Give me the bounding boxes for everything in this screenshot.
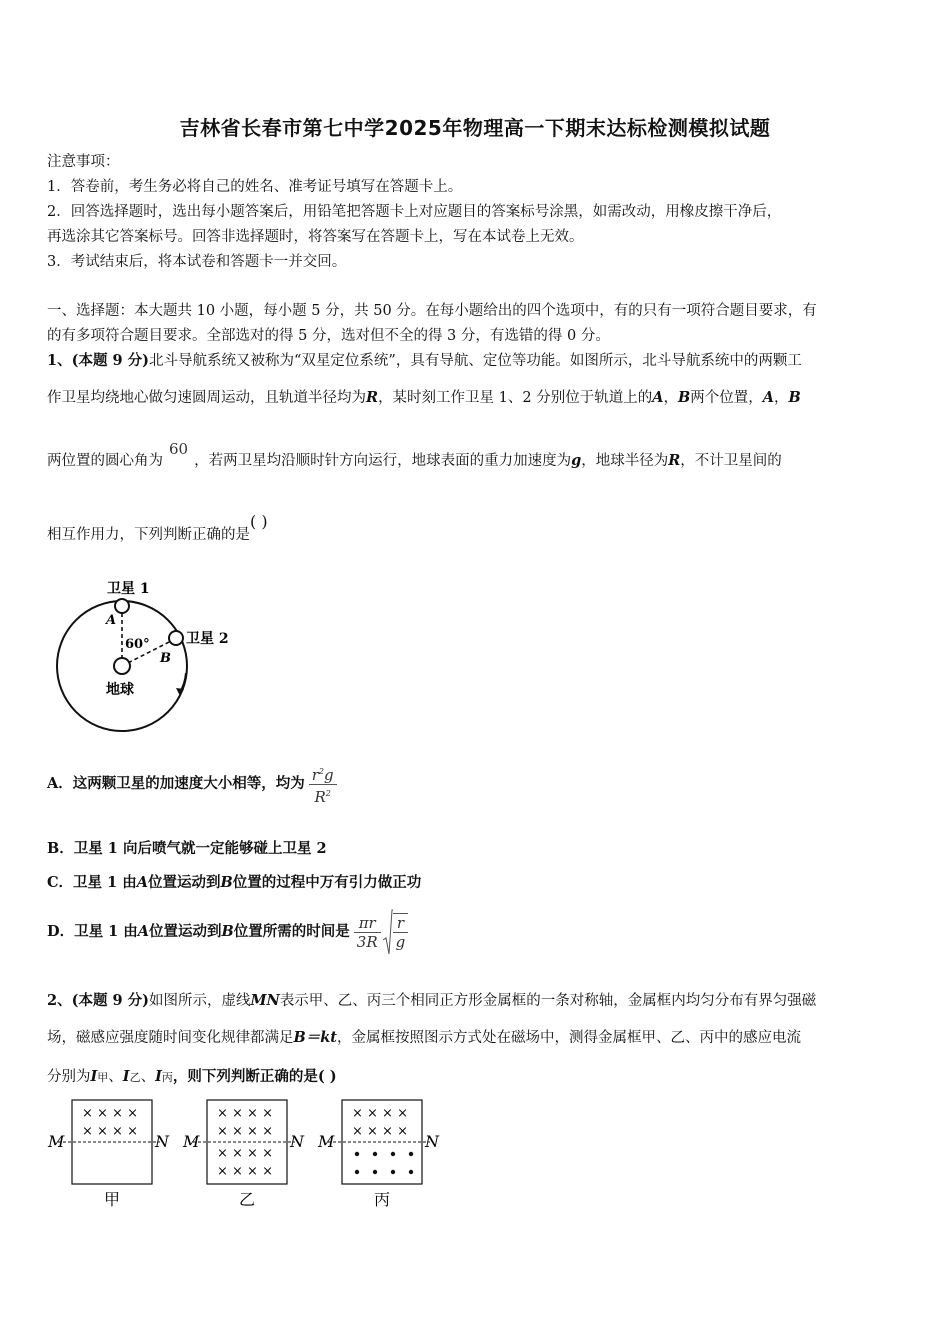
- frame-yi: [182, 1100, 305, 1209]
- q1-text3a: 两位置的圆心角为: [47, 453, 163, 469]
- satellite-2: [169, 631, 183, 645]
- satellite-orbit-figure: [52, 576, 252, 736]
- point-b-label: B: [160, 651, 171, 666]
- q1-text3c: ，地球半径为: [581, 453, 669, 469]
- frame-bing-label: 丙: [374, 1190, 391, 1209]
- svg-text:× × × ×: × × × ×: [217, 1146, 273, 1161]
- frame-jia-n: N: [155, 1132, 169, 1151]
- notice-item-1: 1．答卷前，考生务必将自己的姓名、准考证号填写在答题卡上。: [47, 179, 463, 195]
- var-B: B: [678, 389, 691, 406]
- option-a-formula: $\frac{r^2g}{R^2}$: [309, 763, 337, 806]
- frame-jia-m: M: [48, 1132, 65, 1151]
- q1-option-c: C．卫星 1 由A位置运动到B位置的过程中万有引力做正功: [47, 874, 422, 891]
- q1-text2a: 作卫星均绕地心做匀速圆周运动，且轨道半径均为: [47, 390, 366, 406]
- q1-line4: [47, 512, 268, 545]
- frame-bing: [317, 1100, 440, 1209]
- q1-option-a: [47, 760, 337, 808]
- q2-line3: 分别为I甲、I乙、I丙，则下列判断正确的是( ): [47, 1068, 337, 1085]
- var-A2: A: [762, 389, 775, 406]
- frame-yi-n: N: [290, 1132, 304, 1151]
- notice-item-2: 2．回答选择题时，选出每小题答案后，用铅笔把答题卡上对应题目的答案标号涂黑，如需改动，用橡皮擦干净后，: [47, 204, 782, 220]
- q1-prefix: 1、(本题 9 分): [47, 352, 149, 369]
- notice-item-3: 3．考试结束后，将本试卷和答题卡一并交回。: [47, 254, 347, 270]
- q2-prefix: 2、(本题 9 分): [47, 992, 149, 1009]
- svg-text:× × × ×: × × × ×: [217, 1106, 273, 1121]
- q1-sep: ，: [774, 390, 789, 406]
- q1-line1: [47, 351, 802, 371]
- q1-text2c: 两个位置，: [690, 390, 763, 406]
- svg-text:× × × ×: × × × ×: [352, 1124, 408, 1139]
- sat2-label: 卫星 2: [186, 631, 229, 647]
- var-A: A: [652, 389, 664, 406]
- var-g: g: [571, 452, 582, 469]
- frame-bing-n: N: [425, 1132, 439, 1151]
- point-a-label: A: [106, 613, 117, 628]
- frame-bing-m: M: [318, 1132, 335, 1151]
- earth-circle: [114, 658, 130, 674]
- option-d-root: $\frac{r}{g}$: [393, 913, 409, 951]
- frame-yi-label: 乙: [239, 1190, 256, 1209]
- formula-bkt: B＝kt: [293, 1029, 337, 1046]
- frame-jia-label: 甲: [104, 1190, 121, 1209]
- angle-label: 60°: [125, 637, 150, 652]
- var-B2: B: [788, 389, 801, 406]
- q1-text3d: ，不计卫星间的: [680, 453, 782, 469]
- section1-line1: 一、选择题：本大题共 10 小题，每小题 5 分，共 50 分。在每小题给出的四个选项中，有的只有一项符合题目要求，有: [47, 303, 817, 319]
- var-R2: R: [668, 452, 681, 469]
- angle-value: 60: [169, 440, 189, 458]
- q1-line3: [47, 440, 782, 471]
- option-a-text: A．这两颗卫星的加速度大小相等，均为: [47, 775, 305, 792]
- page-title: 吉林省长春市第七中学2025年物理高一下期末达标检测模拟试题: [179, 116, 771, 140]
- q1-text1: 北斗导航系统又被称为“双星定位系统”，具有导航、定位等功能。如图所示，北斗导航系统中的两颗工: [149, 353, 802, 369]
- metal-frames-figure: [44, 1095, 454, 1215]
- frame-jia: [47, 1100, 170, 1209]
- svg-text:× × × ×: × × × ×: [82, 1124, 138, 1139]
- frame-yi-m: M: [183, 1132, 200, 1151]
- q2-line1: 2、(本题 9 分)如图所示，虚线MN表示甲、乙、丙三个相同正方形金属框的一条对称轴，金属框内均匀分布有界匀强磁: [47, 992, 817, 1009]
- svg-text:× × × ×: × × × ×: [217, 1124, 273, 1139]
- option-d-fraction: $\frac{\pi r}{3R}$: [354, 914, 381, 951]
- svg-text:× × × ×: × × × ×: [217, 1164, 273, 1179]
- q1-text4: 相互作用力，下列判断正确的是: [47, 527, 250, 543]
- notice-heading: 注意事项：: [47, 154, 120, 170]
- var-MN: MN: [250, 992, 280, 1009]
- q1-line2: 作卫星均绕地心做匀速圆周运动，且轨道半径均为R，某时刻工作卫星 1、2 分别位于轨道上的A，B两个位置，A，B: [47, 389, 801, 406]
- q1-option-b: B．卫星 1 向后喷气就一定能够碰上卫星 2: [47, 840, 327, 857]
- answer-bracket: ( ): [250, 512, 268, 531]
- satellite-1: [115, 599, 129, 613]
- q1-text3b: ，若两卫星均沿顺时针方向运行，地球表面的重力加速度为: [194, 453, 572, 469]
- section1-line2: 的有多项符合题目要求。全部选对的得 5 分，选对但不全的得 3 分，有选错的得 0 分。: [47, 328, 610, 344]
- q1-option-d: D．卫星 1 由 A 位置运动到 B 位置所需的时间是 $\frac{\pi r}{3R}$ $\frac{r}{g}$: [47, 906, 408, 958]
- earth-label: 地球: [106, 682, 134, 698]
- q1-text2b: ，某时刻工作卫星 1、2 分别位于轨道上的: [378, 390, 653, 406]
- svg-text:× × × ×: × × × ×: [82, 1106, 138, 1121]
- direction-arrowhead: [176, 688, 184, 696]
- var-R: R: [366, 389, 379, 406]
- notice-item-2-cont: 再选涂其它答案标号。回答非选择题时，将答案写在答题卡上，写在本试卷上无效。: [47, 229, 584, 245]
- sat1-label: 卫星 1: [107, 581, 150, 597]
- sqrt-sign: [383, 908, 393, 956]
- svg-text:× × × ×: × × × ×: [352, 1106, 408, 1121]
- q2-line2: 场，磁感应强度随时间变化规律都满足B＝kt，金属框按照图示方式处在磁场中，测得金属框甲、乙、丙中的感应电流: [47, 1029, 801, 1046]
